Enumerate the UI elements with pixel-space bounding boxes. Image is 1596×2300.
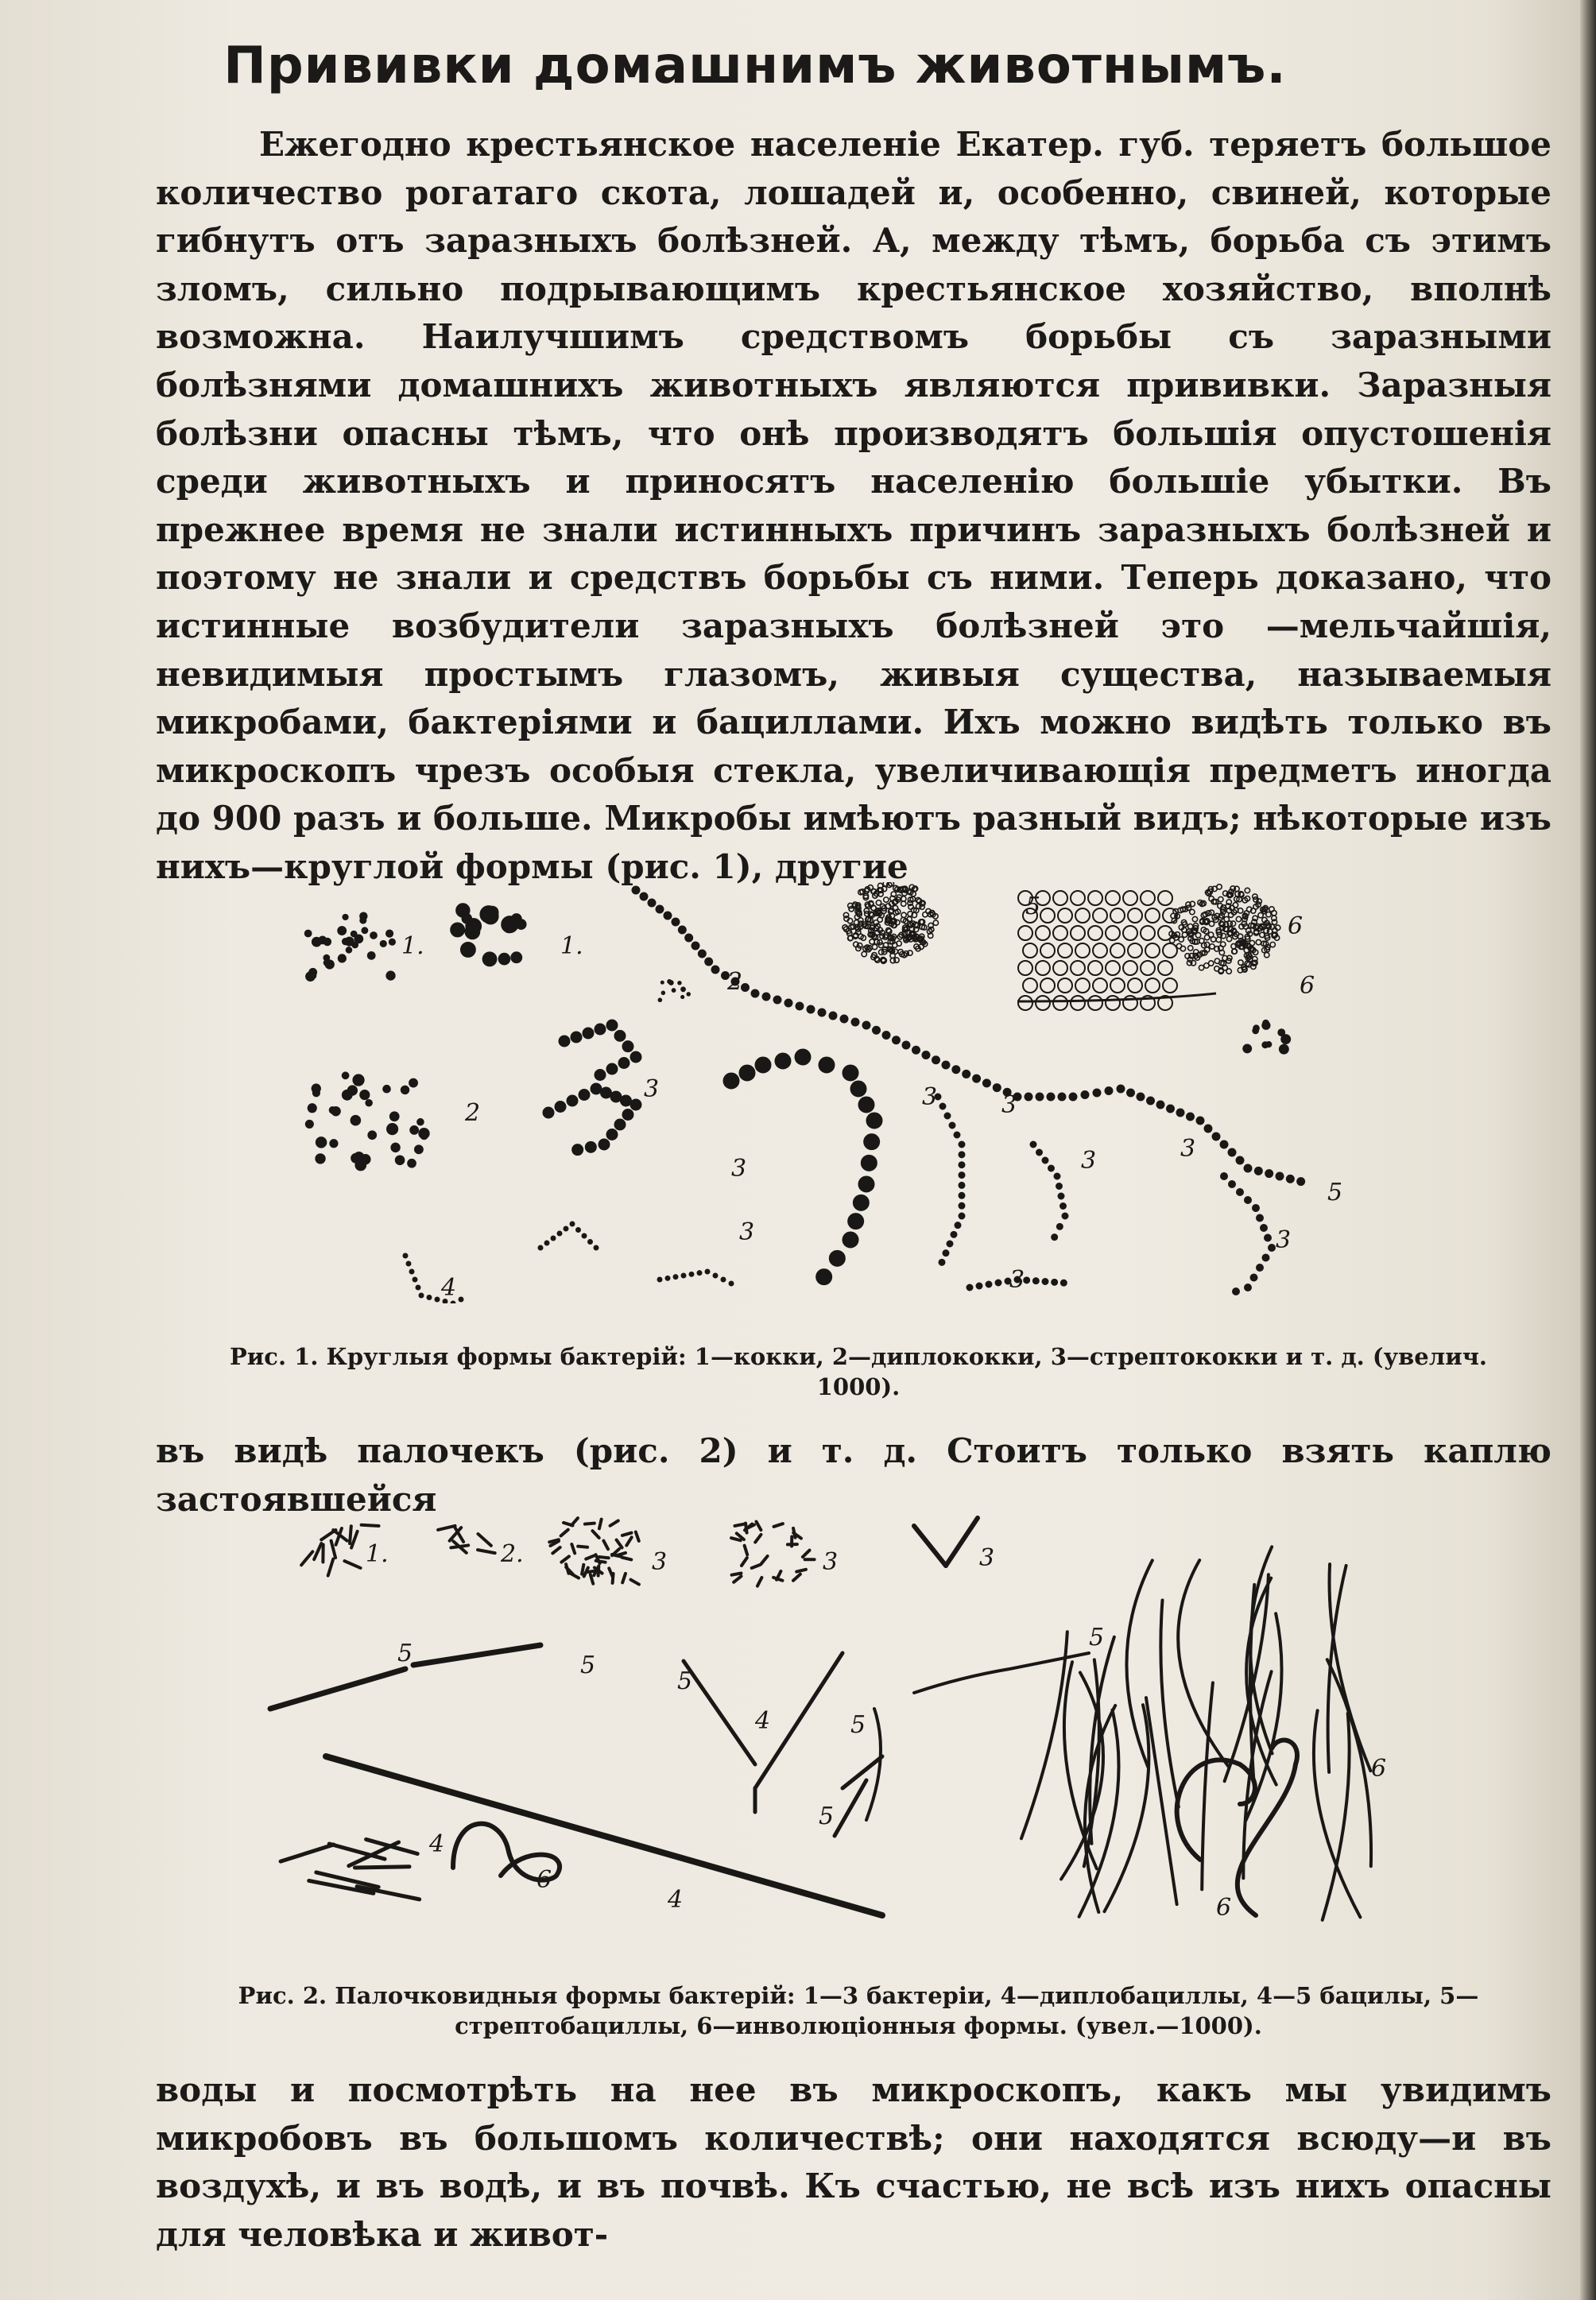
figure-2-label: 3 <box>823 1548 839 1576</box>
bacillus-rod <box>349 1842 399 1866</box>
streptococcus-chain <box>1030 1141 1068 1241</box>
figure-2-label: 1. <box>366 1540 389 1568</box>
figure-1-label: 3 <box>1001 1091 1017 1119</box>
bacillus-rod <box>734 1524 744 1526</box>
bacillus-rod <box>755 1535 761 1543</box>
bacillus-rod <box>835 1780 866 1836</box>
figure-1-label: 4 <box>441 1274 457 1302</box>
bacillus-rod <box>626 1537 631 1545</box>
figure-2-label: 6 <box>537 1866 552 1894</box>
page-edge <box>1580 0 1596 2300</box>
streptococcus-chain <box>538 1222 598 1250</box>
coccus-cluster <box>305 1072 429 1171</box>
bacillus-rod <box>571 1544 575 1553</box>
figure-2-label: 4 <box>755 1707 771 1735</box>
figure-1-label: 5 <box>1327 1179 1343 1206</box>
bacillus-rod <box>610 1520 618 1525</box>
bacillus-rod <box>413 1645 540 1665</box>
bacillus-rod <box>603 1541 608 1550</box>
coccus-cluster <box>1243 1020 1291 1054</box>
figure-2-label: 5 <box>819 1802 835 1830</box>
bacillus-rod <box>328 1559 334 1576</box>
streptococcus-chain <box>559 1020 641 1081</box>
filament <box>1104 1705 1149 1911</box>
figure-1-illustration <box>262 882 1534 1303</box>
figure-1-label: 5 <box>1025 893 1041 920</box>
bacillus-rod <box>773 1524 782 1527</box>
bacillus-rod <box>796 1570 806 1572</box>
streptococcus-chain <box>657 1269 734 1286</box>
streptococcus-chain <box>723 1049 882 1285</box>
bacillus-rod <box>314 1543 321 1559</box>
bacillus-rod <box>617 1540 622 1548</box>
bacillus-rod <box>613 1574 614 1583</box>
bacillus-rod <box>622 1558 632 1560</box>
streptococcus-chain <box>935 1094 965 1265</box>
paragraph-2: въ видѣ палочекъ (рис. 2) и т. д. Стоитъ только взять каплю застоявшейся <box>156 1431 1551 1519</box>
figure-2-label: 5 <box>397 1640 413 1667</box>
figure-2-label: 6 <box>1371 1755 1387 1783</box>
figure-1-label: 6 <box>1300 972 1315 1000</box>
colony <box>843 882 939 963</box>
bacillus-rod <box>438 1526 455 1530</box>
figure-1-label: 3 <box>1009 1266 1025 1294</box>
figure-1-label: 2 <box>465 1099 481 1127</box>
bacillus-rod <box>561 1530 568 1536</box>
figure-2-label: 6 <box>1216 1894 1232 1922</box>
bacillus-rod <box>684 1661 755 1764</box>
bacillus-rod <box>742 1558 747 1566</box>
figure-2-label: 4 <box>668 1886 684 1914</box>
bacillus-rod <box>636 1532 639 1541</box>
bacillus-rod <box>270 1669 405 1709</box>
filament <box>1202 1682 1213 1889</box>
bacillus-rod <box>631 1580 639 1585</box>
figure-1-label: 3 <box>1081 1147 1097 1175</box>
figure-1-label: 3 <box>644 1075 660 1103</box>
bacillus-rod <box>616 1553 626 1555</box>
figure-2-label: 5 <box>580 1651 596 1679</box>
figure-2-label: 3 <box>979 1544 995 1572</box>
bacillus-rod <box>354 1867 409 1868</box>
coccus-cluster <box>304 912 395 982</box>
streptococcus-chain <box>1221 1173 1276 1295</box>
filament <box>1160 1600 1178 1806</box>
bacillus-rod <box>946 1518 978 1566</box>
bacillus-rod <box>281 1845 334 1861</box>
figure-2-caption: Рис. 2. Палочковидныя формы бактерій: 1—3 бактеріи, 4—диплобациллы, 4—5 бацилы, 5—стрептобациллы, 6—инволюціонныя формы. (увел.—1000). <box>238 1982 1479 2039</box>
figure-2-label: 4 <box>429 1830 445 1858</box>
figure-1-round-bacteria <box>262 882 1534 1303</box>
bacillus-rod <box>793 1574 800 1581</box>
coccus-cluster <box>451 904 526 966</box>
figure-1-label: 3 <box>731 1155 747 1183</box>
bacillus-rod <box>732 1573 742 1574</box>
bacillus-rod <box>746 1524 747 1533</box>
bacillus-rod <box>584 1568 588 1577</box>
bacillus-rod <box>351 1531 358 1548</box>
paragraph-3: воды и посмотрѣть на нее въ микроскопъ, какъ мы увидимъ микробовъ въ большомъ количествѣ; они находятся всюду—и въ воздухѣ, и въ водѣ, и въ почвѣ. Къ счастью, не всѣ изъ нихъ опасны для человѣка и живот- <box>156 2070 1551 2254</box>
coccus-cluster <box>658 979 690 1001</box>
figure-2-illustration <box>262 1502 1534 1955</box>
paragraph-1: Ежегодно крестьянское населеніе Екатер. губ. теряетъ большое количество рогатаго скота, лошадей и, особенно, свиней, которые гибнутъ отъ заразныхъ болѣзней. А, между тѣмъ, борьба съ этимъ зломъ, сильно подрывающимъ крестьянское хозяйство, вполнѣ возможна. Наилучшимъ средствомъ борьбы съ заразными болѣзнями домашнихъ животныхъ являются прививки. Заразныя болѣзни опасны тѣмъ, что онѣ производятъ большія опустошенія среди животныхъ и приносятъ населенію большіе убытки. Въ прежнее время не знали истинныхъ причинъ заразныхъ болѣзней и поэтому не знали и средствъ борьбы съ ними. Теперь доказано, что истинные возбудители заразныхъ болѣзней это —мельчайшія, невидимыя простымъ глазомъ, живыя существа, называемыя микробами, бактеріями и бациллами. Ихъ можно видѣть только въ микроскопъ чрезъ особыя стекла, увеличивающія предметъ иногда до 900 разъ и больше. Микробы имѣютъ разный видъ; нѣкоторые изъ нихъ—круглой формы (рис. 1), другие <box>156 125 1551 886</box>
bacillus-rod <box>914 1526 946 1566</box>
figure-2-rod-bacteria <box>262 1502 1534 1955</box>
bacillus-rod <box>561 1556 569 1562</box>
bacillus-rod <box>734 1576 741 1582</box>
bacillus-rod <box>451 1545 468 1547</box>
bacillus-rod <box>586 1555 595 1559</box>
figure-2-label: 5 <box>850 1711 866 1739</box>
figure-1-caption: Рис. 1. Круглыя формы бактерій: 1—кокки, 2—диплококки, 3—стрептококки и т. д. (увелич. 1000). <box>229 1343 1488 1400</box>
bacillus-rod <box>731 1538 741 1540</box>
figure-1-label: 3 <box>1180 1135 1196 1163</box>
bacillus-rod <box>803 1551 810 1557</box>
bacillus-rod <box>599 1520 602 1529</box>
bacillus-rod <box>326 1756 882 1915</box>
streptococcus-chain <box>543 1083 641 1156</box>
bacillus-rod <box>761 1556 768 1563</box>
bacillus-rod <box>599 1557 609 1558</box>
filament <box>1178 1560 1229 1767</box>
figure-1-label: 3 <box>739 1218 755 1246</box>
figure-1-label: 3 <box>922 1083 938 1111</box>
figure-2-label: 5 <box>677 1667 693 1695</box>
figure-1-label: 1. <box>401 932 424 960</box>
bacillus-rod <box>350 1526 351 1543</box>
bacillus-rod <box>344 1561 360 1568</box>
bacillus-rod <box>552 1547 560 1553</box>
figure-2-label: 2. <box>501 1540 524 1568</box>
figure-1-label: 1. <box>560 932 583 960</box>
bacillus-rod <box>362 1525 379 1526</box>
figure-1-label: 3 <box>1276 1226 1292 1254</box>
bacillus-rod <box>745 1546 748 1555</box>
bacillus-rod <box>622 1533 632 1535</box>
filament <box>1146 1698 1177 1904</box>
bacillus-rod <box>757 1578 761 1586</box>
figure-1-label: 6 <box>1288 912 1304 940</box>
article-title: Прививки домашнимъ животнымъ. <box>223 37 1287 95</box>
bacillus-rod <box>478 1534 490 1546</box>
colony <box>1169 885 1280 974</box>
bacillus-rod <box>301 1551 312 1565</box>
bacillus-rod <box>592 1531 598 1538</box>
bacillus-rod <box>757 1522 761 1530</box>
bacillus-rod <box>582 1565 583 1574</box>
bacillus-rod <box>478 1550 495 1553</box>
bacillus-rod <box>622 1574 626 1582</box>
figure-2-label: 5 <box>1089 1624 1105 1651</box>
figure-2-label: 3 <box>652 1548 668 1576</box>
filament <box>1314 1710 1361 1917</box>
figure-1-label: 2. <box>727 968 750 996</box>
bacillus-rod <box>596 1561 606 1562</box>
bacillus-rod <box>752 1565 761 1568</box>
